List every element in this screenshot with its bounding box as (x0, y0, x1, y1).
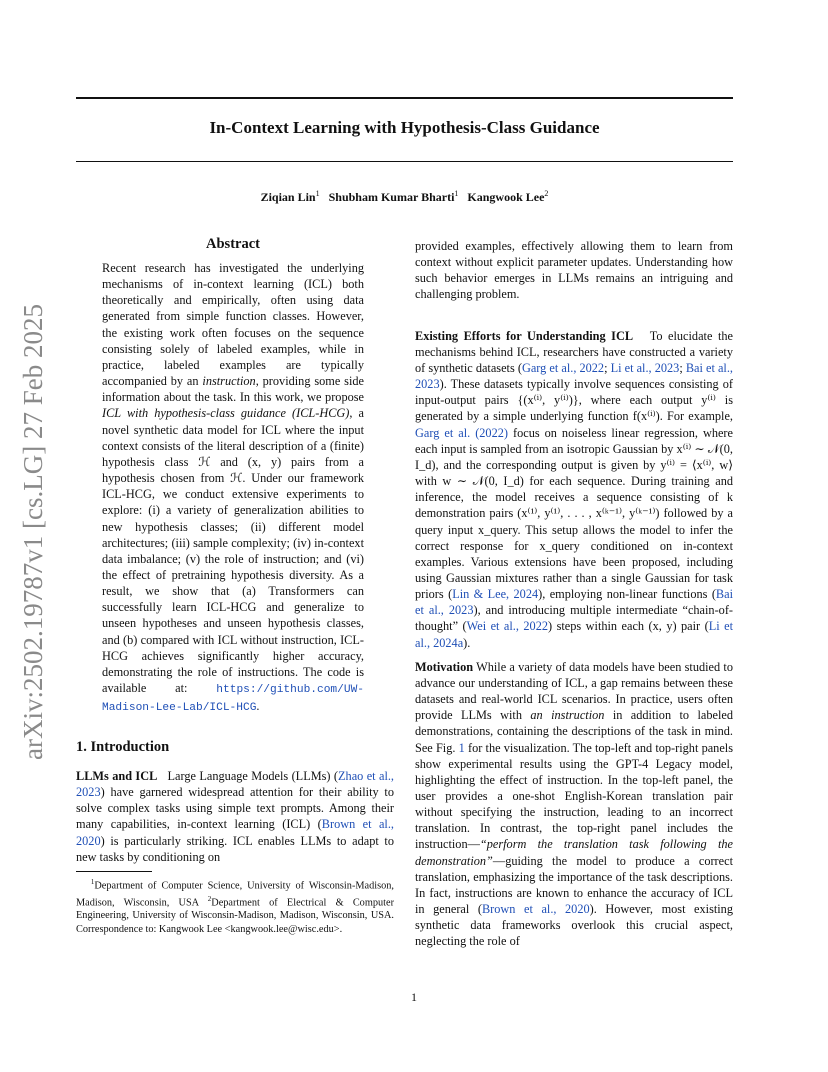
abstract-body: Recent research has investigated the underlying mechanisms of in-context learning (ICL) both theoretically and empirically, often using data generated from simple function classes. However, the existing work often focuses on the sequence consisting solely of labeled examples, while in practice, labeled examples are typically accompanied by an instruction, providing some side information about the task. In this work, we propose ICL with hypothesis-class guidance (ICL-HCG), a novel synthetic data model for ICL where the input context consists of the literal description of a (finite) hypothesis class ℋ and (x, y) pairs from a hypothesis chosen from ℋ. Under our framework ICL-HCG, we conduct extensive experiments to explore: (i) a variety of generalization abilities to new hypothesis classes; (ii) different model architectures; (iii) sample complexity; (iv) in-context data imbalance; (v) the role of instruction; and (vi) the effect of pretraining hypothesis diversity. As a result, we show that (a) Transformers can successfully learn ICL-HCG and generalize to unseen hypotheses and unseen hypothesis classes, and (b) compared with ICL without instruction, ICL-HCG achieves significantly higher accuracy, demonstrating the role of instructions. The code is available at: https://github.com/UW-Madison-Lee-Lab/ICL-HCG. (102, 261, 364, 715)
page-number: 1 (411, 990, 417, 1004)
citation-link[interactable]: Brown et al., 2020 (76, 817, 394, 848)
abstract-heading: Abstract (206, 236, 260, 252)
right-column (415, 238, 733, 950)
paragraph-heading: Motivation (415, 659, 474, 674)
affiliation-footnote: $^1$Department of Computer Science, University of Wisconsin-Madison, Madison, Wisconsin, USA $^2$Department of Electrical & Computer Engineering, University of Wisconsin-Madison, Madison, Wisconsin, USA. Correspondence to: Kangwook Lee <kangwook.lee@wisc.edu>. (76, 878, 395, 935)
paper-title: In-Context Learning with Hypothesis-Class Guidance (209, 118, 600, 137)
author-list (76, 189, 733, 205)
citation-link[interactable]: Bai et al., 2023 (415, 587, 733, 618)
citation-link[interactable]: Zhao et al., 2023 (76, 769, 395, 800)
arxiv-identifier: arXiv:2502.19787v1 [cs.LG] 27 Feb 2025 (18, 304, 48, 760)
author-affil: 1 (315, 189, 320, 198)
author-affil: 1 (454, 189, 459, 198)
top-rule (76, 97, 733, 99)
paragraph-heading: Existing Efforts for Understanding ICL (415, 328, 634, 343)
figure-link[interactable]: 1 (458, 740, 465, 755)
citation-link[interactable]: Wei et al., 2022 (466, 619, 549, 634)
intro-paragraph: LLMs and ICL Large Language Models (LLMs) (Zhao et al., 2023) have garnered widespread attention for their ability to solve complex tasks using simple text prompts. Among their many capabilities, in-context learning (ICL) (Brown et al., 2020) is particularly striking. ICL enables LLMs to adapt to new tasks by conditioning on (76, 769, 395, 864)
citation-link[interactable]: Bai et al., 2023 (415, 360, 733, 392)
motivation-paragraph: Motivation While a variety of data models have been studied to advance our understanding of ICL, a gap remains between these datasets and real-world ICL scenarios. In practice, users often provide LLMs with an instruction in addition to labeled demonstrations, containing the descriptions of the task in mind. See Fig. 1 for the visualization. The top-left and top-right panels show experimental results using the GPT-4 Legacy model, highlighting the effect of instruction. In the top-left panel, the user provides a one-shot English-Korean translation pair without specifying the instruction, leading to an incorrect translation. In contrast, the top-right panel includes the instruction—“perform the translation task following the demonstration”—guiding the model to produce a correct translation, emphasizing the importance of the task descriptions. In fact, instructions are known to enhance the accuracy of ICL in general (Brown et al., 2020). However, most existing synthetic data frameworks overlook this crucial aspect, neglecting the role of (415, 659, 733, 949)
citation-link[interactable]: Lin & Lee, 2024 (452, 587, 539, 602)
author-name: Ziqian Lin (260, 190, 316, 204)
continued-paragraph: provided examples, effectively allowing them to learn from context without explicit parameter updates. Understanding how such behavior emerges in LLMs remains an intriguing and challenging problem. (415, 239, 733, 302)
author-affil: 2 (544, 189, 549, 198)
section-heading-introduction: 1. Introduction (76, 739, 170, 755)
author-name: Shubham Kumar Bharti (328, 190, 455, 204)
title-bottom-rule (76, 161, 733, 162)
citation-link[interactable]: Li et al., 2023 (610, 360, 680, 375)
citation-link[interactable]: Li et al., 2024a (415, 619, 733, 650)
author-name: Kangwook Lee (467, 190, 545, 204)
citation-link[interactable]: Brown et al., 2020 (481, 902, 590, 917)
citation-link[interactable]: Garg et al. (2022) (415, 425, 508, 440)
paragraph-heading: LLMs and ICL (76, 769, 158, 783)
footnote-rule (76, 871, 152, 872)
existing-efforts-paragraph: Existing Efforts for Understanding ICL To elucidate the mechanisms behind ICL, researchers have constructed a variety of synthetic datasets (Garg et al., 2022; Li et al., 2023; Bai et al., 2023). These datasets typically involve sequences consisting of input-output pairs {(x⁽ⁱ⁾, y⁽ⁱ⁾)}, where each output y⁽ⁱ⁾ is generated by a simple underlying function f(x⁽ⁱ⁾). For example, Garg et al. (2022) focus on noiseless linear regression, where each input is sampled from an isotropic Gaussian by x⁽ⁱ⁾ ∼ 𝒩(0, I_d), and the corresponding output is given by y⁽ⁱ⁾ = ⟨x⁽ⁱ⁾, w⟩ with w ∼ 𝒩(0, I_d) for each sequence. During training and inference, the model receives a sequence consisting of k demonstration pairs (x⁽¹⁾, y⁽¹⁾, . . . , x⁽ᵏ⁻¹⁾, y⁽ᵏ⁻¹⁾) followed by a query input x_query. This setup allows the model to infer the correct response for x_query conditioned on in-context examples. Various extensions have been proposed, including using Gaussian mixtures rather than a single Gaussian for task priors (Lin & Lee, 2024), employing non-linear functions (Bai et al., 2023), and introducing multiple intermediate “chain-of-thought” (Wei et al., 2022) steps within each (x, y) pair (Li et al., 2024a). (415, 328, 734, 650)
citation-link[interactable]: Garg et al., 2022 (521, 360, 605, 375)
code-link[interactable]: https://github.com/UW-Madison-Lee-Lab/ICL-HCG (102, 684, 364, 715)
